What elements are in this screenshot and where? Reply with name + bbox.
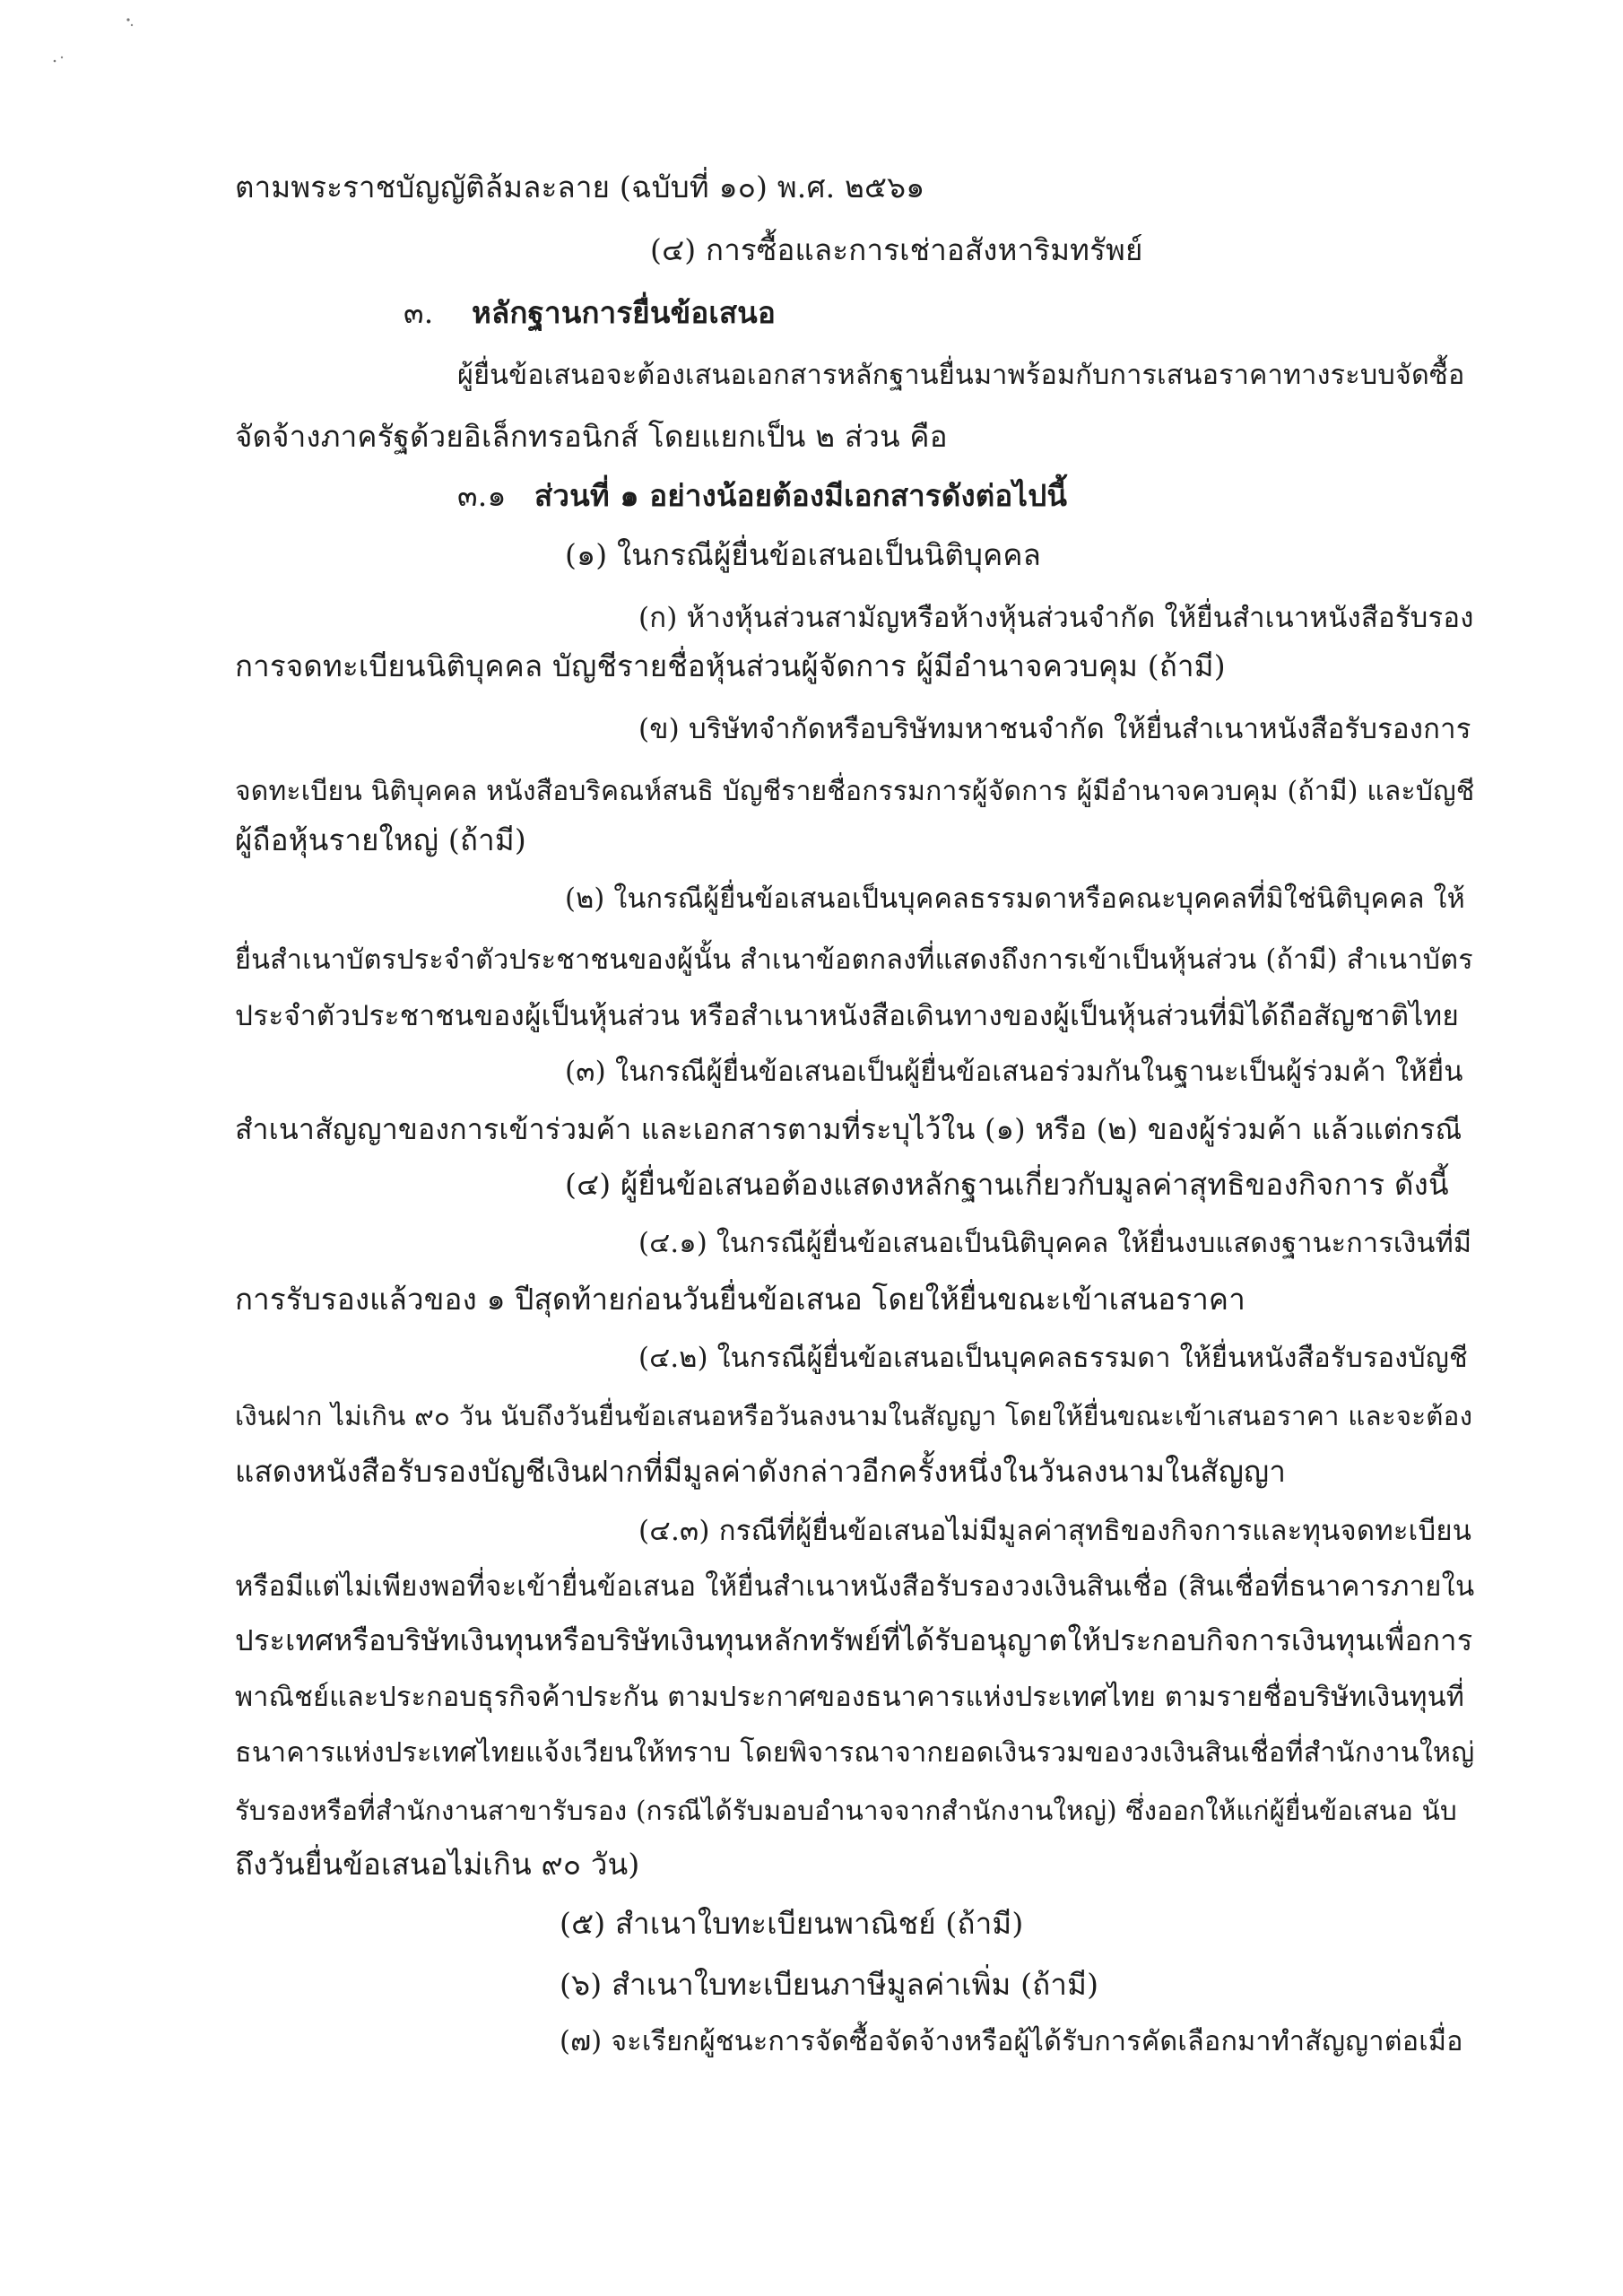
list-item: (๒) ในกรณีผู้ยื่นข้อเสนอเป็นบุคคลธรรมดาหรือคณะบุคคลที่มิใช่นิติบุคคล ให้ bbox=[565, 883, 1465, 915]
text-line: จดทะเบียน นิติบุคคล หนังสือบริคณห์สนธิ บัญชีรายชื่อกรรมการผู้จัดการ ผู้มีอำนาจควบคุม (ถ้ามี) และบัญชี bbox=[235, 776, 1475, 807]
text-line: จัดจ้างภาครัฐด้วยอิเล็กทรอนิกส์ โดยแยกเป็น ๒ ส่วน คือ bbox=[235, 419, 948, 454]
text-line: สำเนาสัญญาของการเข้าร่วมค้า และเอกสารตามที่ระบุไว้ใน (๑) หรือ (๒) ของผู้ร่วมค้า แล้วแต่กรณี bbox=[235, 1112, 1462, 1146]
text-line: ผู้ยื่นข้อเสนอจะต้องเสนอเอกสารหลักฐานยื่นมาพร้อมกับการเสนอราคาทางระบบจัดซื้อ bbox=[457, 360, 1465, 391]
text-line: แสดงหนังสือรับรองบัญชีเงินฝากที่มีมูลค่าดังกล่าวอีกครั้งหนึ่งในวันลงนามในสัญญา bbox=[235, 1454, 1287, 1489]
list-item: (ข) บริษัทจำกัดหรือบริษัทมหาชนจำกัด ให้ยื่นสำเนาหนังสือรับรองการ bbox=[638, 713, 1471, 745]
text-line: ตามพระราชบัญญัติล้มละลาย (ฉบับที่ ๑๐) พ.ศ. ๒๕๖๑ bbox=[235, 170, 925, 204]
text-line: พาณิชย์และประกอบธุรกิจค้าประกัน ตามประกาศของธนาคารแห่งประเทศไทย ตามรายชื่อบริษัทเงินทุนที่ bbox=[235, 1682, 1465, 1713]
text-line: การรับรองแล้วของ ๑ ปีสุดท้ายก่อนวันยื่นข้อเสนอ โดยให้ยื่นขณะเข้าเสนอราคา bbox=[235, 1282, 1245, 1317]
list-item: (๖) สำเนาใบทะเบียนภาษีมูลค่าเพิ่ม (ถ้ามี) bbox=[560, 1967, 1099, 2002]
text-line: ประเทศหรือบริษัทเงินทุนหรือบริษัทเงินทุนหลักทรัพย์ที่ได้รับอนุญาตให้ประกอบกิจการเงินทุนเพื่อการ bbox=[235, 1623, 1473, 1657]
subsection-number: ๓.๑ bbox=[457, 478, 507, 513]
list-item: (๕) สำเนาใบทะเบียนพาณิชย์ (ถ้ามี) bbox=[560, 1906, 1024, 1941]
text-line: ธนาคารแห่งประเทศไทยแจ้งเวียนให้ทราบ โดยพิจารณาจากยอดเงินรวมของวงเงินสินเชื่อที่สำนักงานใหญ่ bbox=[235, 1737, 1475, 1769]
text-line: เงินฝาก ไม่เกิน ๙๐ วัน นับถึงวันยื่นข้อเสนอหรือวันลงนามในสัญญา โดยให้ยื่นขณะเข้าเสนอราคา และจะต้อง bbox=[235, 1401, 1473, 1431]
text-line: รับรองหรือที่สำนักงานสาขารับรอง (กรณีได้รับมอบอำนาจจากสำนักงานใหญ่) ซึ่งออกให้แก่ผู้ยื่นข้อเสนอ นับ bbox=[235, 1796, 1457, 1826]
list-item: (๔) ผู้ยื่นข้อเสนอต้องแสดงหลักฐานเกี่ยวกับมูลค่าสุทธิของกิจการ ดังนี้ bbox=[565, 1167, 1449, 1202]
text-line: ถึงวันยื่นข้อเสนอไม่เกิน ๙๐ วัน) bbox=[235, 1847, 640, 1882]
list-item: (๔.๓) กรณีที่ผู้ยื่นข้อเสนอไม่มีมูลค่าสุทธิของกิจการและทุนจดทะเบียน bbox=[638, 1515, 1472, 1547]
section-number: ๓. bbox=[404, 295, 434, 330]
text-line: ประจำตัวประชาชนของผู้เป็นหุ้นส่วน หรือสำเนาหนังสือเดินทางของผู้เป็นหุ้นส่วนที่มิได้ถือสัญชาติไทย bbox=[235, 1000, 1459, 1032]
text-line: การจดทะเบียนนิติบุคคล บัญชีรายชื่อหุ้นส่วนผู้จัดการ ผู้มีอำนาจควบคุม (ถ้ามี) bbox=[235, 648, 1226, 683]
text-line: ยื่นสำเนาบัตรประจำตัวประชาชนของผู้นั้น สำเนาข้อตกลงที่แสดงถึงการเข้าเป็นหุ้นส่วน (ถ้ามี) สำเนาบัตร bbox=[235, 944, 1473, 976]
list-item: (๔.๒) ในกรณีผู้ยื่นข้อเสนอเป็นบุคคลธรรมดา ให้ยื่นหนังสือรับรองบัญชี bbox=[638, 1343, 1468, 1374]
list-item: (๗) จะเรียกผู้ชนะการจัดซื้อจัดจ้างหรือผู้ได้รับการคัดเลือกมาทำสัญญาต่อเมื่อ bbox=[560, 2026, 1463, 2057]
list-item: (ก) ห้างหุ้นส่วนสามัญหรือห้างหุ้นส่วนจำกัด ให้ยื่นสำเนาหนังสือรับรอง bbox=[638, 602, 1474, 634]
scan-specks bbox=[49, 7, 157, 70]
subsection-heading: ส่วนที่ ๑ อย่างน้อยต้องมีเอกสารดังต่อไปนี้ bbox=[534, 478, 1068, 513]
text-line: (๔) การซื้อและการเช่าอสังหาริมทรัพย์ bbox=[650, 232, 1143, 267]
list-item: (๑) ในกรณีผู้ยื่นข้อเสนอเป็นนิติบุคคล bbox=[565, 537, 1042, 572]
text-line: ผู้ถือหุ้นรายใหญ่ (ถ้ามี) bbox=[235, 822, 526, 857]
section-heading: หลักฐานการยื่นข้อเสนอ bbox=[472, 295, 776, 330]
text-line: หรือมีแต่ไม่เพียงพอที่จะเข้ายื่นข้อเสนอ ให้ยื่นสำเนาหนังสือรับรองวงเงินสินเชื่อ (สินเชื่อที่ธนาคารภายใน bbox=[235, 1570, 1475, 1603]
list-item: (๔.๑) ในกรณีผู้ยื่นข้อเสนอเป็นนิติบุคคล ให้ยื่นงบแสดงฐานะการเงินที่มี bbox=[638, 1228, 1472, 1259]
list-item: (๓) ในกรณีผู้ยื่นข้อเสนอเป็นผู้ยื่นข้อเสนอร่วมกันในฐานะเป็นผู้ร่วมค้า ให้ยื่น bbox=[565, 1056, 1463, 1088]
